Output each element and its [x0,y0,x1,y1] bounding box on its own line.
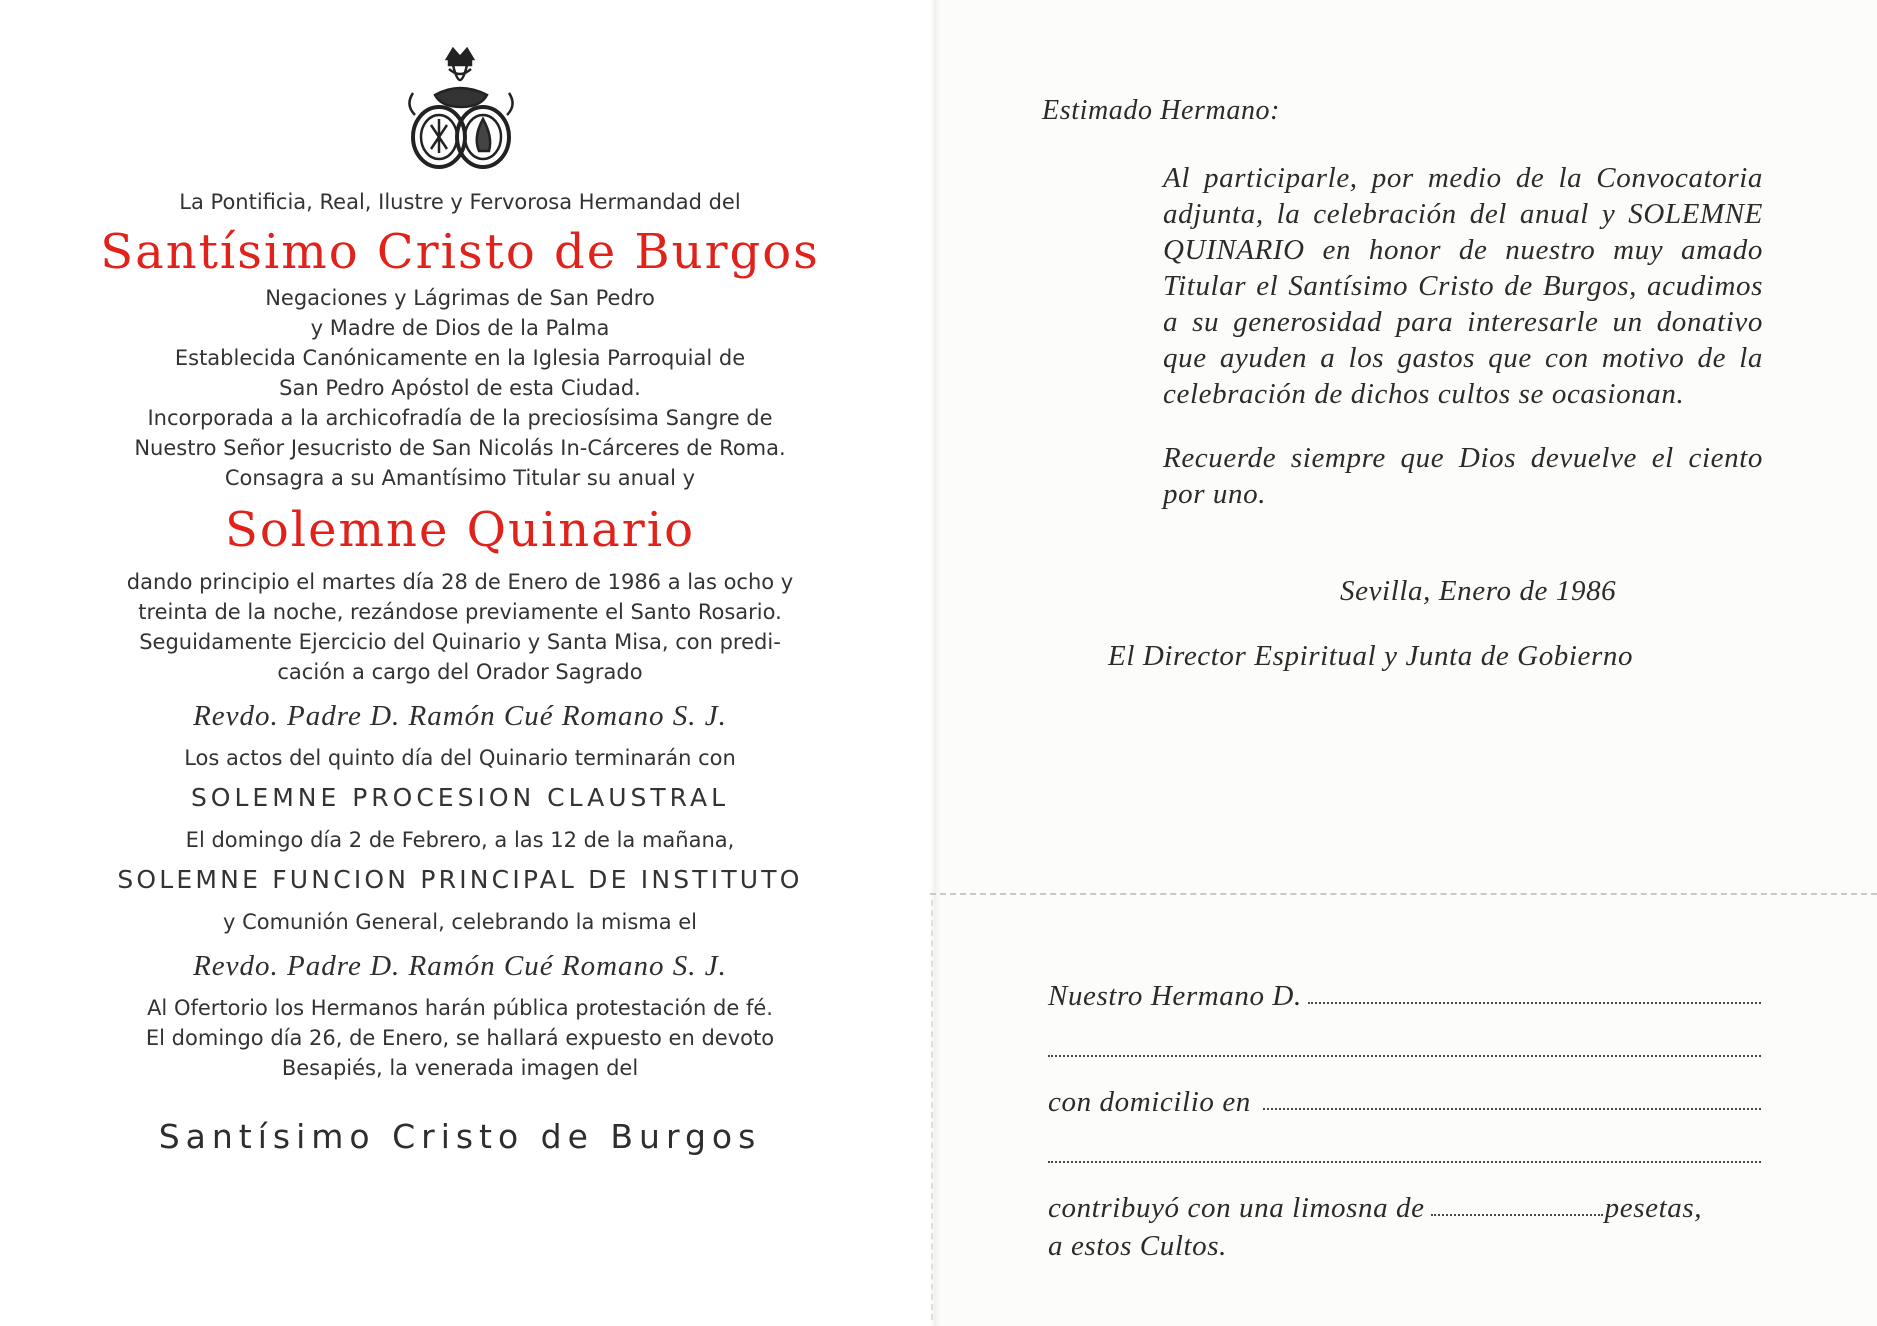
donation-form [1048,960,1763,1263]
main-title: Santísimo Cristo de Burgos [100,224,820,280]
schedule-line: Seguidamente Ejercicio del Quinario y Santa Misa, con predi- [139,630,781,654]
address-field[interactable] [1263,1108,1761,1110]
tear-off-perforation [930,893,1877,895]
tear-off-perforation-vertical [931,900,933,1320]
closing-title: Santísimo Cristo de Burgos [158,1117,762,1156]
amount-field[interactable] [1431,1214,1603,1216]
convocatoria-panel [95,45,825,1159]
brother-label: Nuestro Hermano D. [1048,980,1302,1012]
address-label: con domicilio en [1048,1086,1251,1118]
address-row-continued [1048,1119,1763,1172]
brother-row [1048,960,1763,1013]
description-line: Incorporada a la archicofradía de la preciosísima Sangre de [147,406,773,430]
letter-paragraph: Recuerde siempre que Dios devuelve el ciento por uno. [1163,442,1763,510]
description-line: Negaciones y Lágrimas de San Pedro [265,286,655,310]
offertory-line: El domingo día 26, de Enero, se hallará expuesto en devoto [145,1026,775,1050]
schedule-line: dando principio el martes día 28 de Enero de 1986 a las ocho y [126,570,794,594]
preacher-name: Revdo. Padre D. Ramón Cué Romano S. J. [193,700,727,732]
offertory-line: Besapiés, la venerada imagen del [281,1056,639,1080]
hermandad-crest-icon [395,45,525,175]
currency-label: pesetas, [1604,1192,1703,1224]
sunday-line: El domingo día 2 de Febrero, a las 12 de la mañana, [185,828,735,852]
signature-line: El Director Espiritual y Junta de Gobierno [1108,640,1634,672]
description-line: San Pedro Apóstol de esta Ciudad. [279,376,641,400]
letter-body [1163,160,1763,512]
function-heading: SOLEMNE FUNCION PRINCIPAL DE INSTITUTO [117,865,803,894]
brother-name-field[interactable] [1308,1002,1761,1004]
intro-line: La Pontificia, Real, Ilustre y Fervorosa Hermandad del [179,190,741,214]
description-line: Establecida Canónicamente en la Iglesia Parroquial de [174,346,746,370]
brother-name-field-2[interactable] [1048,1055,1761,1057]
brother-row-continued [1048,1013,1763,1066]
quinario-title: Solemne Quinario [225,502,695,558]
closing-label: a estos Cultos. [1048,1230,1227,1262]
closing-row [1048,1225,1763,1263]
letter-greeting: Estimado Hermano: [1042,95,1281,126]
contribution-row [1048,1172,1763,1225]
address-field-2[interactable] [1048,1161,1761,1163]
schedule-line: treinta de la noche, rezándose previamente el Santo Rosario. [138,600,782,624]
preacher-name: Revdo. Padre D. Ramón Cué Romano S. J. [193,950,727,982]
contribution-label: contribuyó con una limosna de [1048,1192,1425,1224]
communion-line: y Comunión General, celebrando la misma el [222,910,698,934]
description-line: Nuestro Señor Jesucristo de San Nicolás In-Cárceres de Roma. [134,436,786,460]
address-row [1048,1066,1763,1119]
description-line: y Madre de Dios de la Palma [310,316,610,340]
procession-heading: SOLEMNE PROCESION CLAUSTRAL [190,783,730,812]
description-line: Consagra a su Amantísimo Titular su anual y [224,466,696,490]
schedule-line: cación a cargo del Orador Sagrado [277,660,643,684]
fifth-day-line: Los actos del quinto día del Quinario terminarán con [184,746,736,770]
letter-paragraph: Al participarle, por medio de la Convocatoria adjunta, la celebración del anual y SOLEMNE QUINARIO en honor de nuestro muy amado Titular el Santísimo Cristo de Burgos, acudimos a su generosidad para interesarle un donativo que ayuden a los gastos que con motivo de la celebración de dichos cultos se ocasionan. [1163,162,1763,410]
offertory-line: Al Ofertorio los Hermanos harán pública protestación de fé. [147,996,773,1020]
place-date: Sevilla, Enero de 1986 [1340,575,1617,607]
